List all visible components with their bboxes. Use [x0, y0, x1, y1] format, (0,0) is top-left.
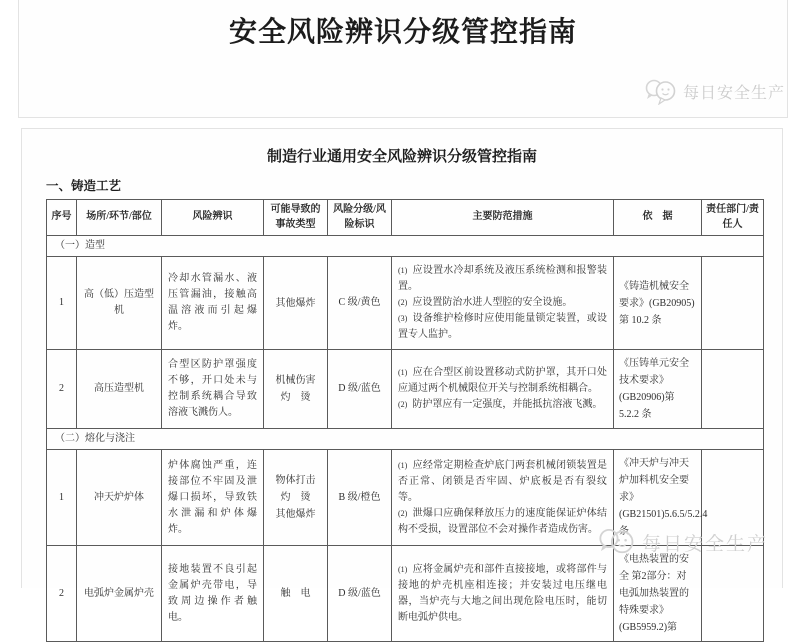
section-row — [47, 236, 764, 257]
measure-marker: (1) — [398, 564, 408, 574]
measure-line — [398, 263, 607, 295]
header-risk-level: 风险分级/风险标识 — [328, 200, 392, 236]
process-section-heading: 一、铸造工艺 — [46, 179, 122, 193]
cell-main-measures — [392, 546, 614, 642]
cell-responsible — [702, 350, 764, 429]
cell-risk-identification: 炉体腐蚀严重，连接部位不牢固及泄爆口损坏，导致铁水泄漏和炉体爆炸。 — [162, 450, 264, 546]
cell-responsible — [702, 546, 764, 642]
section-label: （一）造型 — [47, 236, 764, 257]
cell-risk-level: B 级/橙色 — [328, 450, 392, 546]
cell-serial-number: 1 — [47, 257, 77, 350]
cell-location: 电弧炉金属炉壳 — [77, 546, 162, 642]
measure-marker: (2) — [398, 298, 408, 307]
measure-text: 应在合型区前设置移动式防护罩，其开口处应通过两个机械限位开关与控制系统相耦合。 — [398, 367, 607, 394]
title-card — [18, 0, 788, 118]
measure-marker: (1) — [398, 368, 408, 377]
cell-accident-type — [264, 257, 328, 350]
risk-table-body — [47, 236, 764, 642]
cell-risk-level: C 级/黄色 — [328, 257, 392, 350]
table-row — [47, 450, 764, 546]
measure-text: 应经常定期检查炉底门两套机械闭锁装置是否正常、闭锁是否牢固、炉底板是否有裂纹等。 — [398, 459, 607, 503]
measure-text: 防护罩应有一定强度，并能抵抗溶液飞溅。 — [412, 399, 603, 410]
cell-responsible — [702, 257, 764, 350]
measure-line — [398, 365, 607, 397]
accident-type-line: 灼 烫 — [280, 392, 311, 403]
cell-risk-identification: 合型区防护罩强度不够，开口处未与控制系统耦合导致溶液飞溅伤人。 — [162, 350, 264, 429]
cell-serial-number: 2 — [47, 350, 77, 429]
section-label: （二）熔化与浇注 — [47, 429, 764, 450]
measure-marker: (2) — [398, 508, 408, 518]
watermark-bottom-text: 每日安全生产 — [642, 534, 769, 555]
measure-marker: (3) — [398, 314, 408, 323]
main-title: 安全风险辨识分级管控指南 — [228, 17, 577, 48]
measure-line — [398, 562, 607, 626]
cell-basis: 《铸造机械安全要求》(GB20905)第 10.2 条 — [614, 257, 702, 350]
header-risk-identification: 风险辨识 — [162, 200, 264, 236]
measure-text: 设备维护检修时应使用能量锁定装置，或设置专人监护。 — [398, 313, 607, 340]
cell-risk-level: D 级/蓝色 — [328, 546, 392, 642]
cell-main-measures — [392, 450, 614, 546]
cell-main-measures — [392, 350, 614, 429]
cell-accident-type — [264, 546, 328, 642]
accident-type-line: 机械伤害 — [275, 375, 316, 386]
measure-marker: (2) — [398, 400, 408, 409]
accident-type-line: 触 电 — [280, 588, 311, 599]
section-row — [47, 429, 764, 450]
measure-text: 应将金属炉壳和部件直接接地，或将部件与接地的炉壳机座相连接；并安装过电压继电器，当炉壳与大地之间出现危险电压时，能切断电弧炉供电。 — [398, 563, 607, 623]
table-row — [47, 257, 764, 350]
accident-type-line: 其他爆炸 — [275, 509, 316, 520]
cell-serial-number: 1 — [47, 450, 77, 546]
table-header-row — [47, 200, 764, 236]
cell-location: 冲天炉炉体 — [77, 450, 162, 546]
accident-type-line: 其他爆炸 — [275, 297, 316, 309]
watermark-top-text: 每日安全生产 — [682, 85, 785, 102]
cell-risk-identification: 冷却水管漏水、液压管漏油，接触高温溶液而引起爆炸。 — [162, 257, 264, 350]
accident-type-line: 灼 烫 — [280, 492, 311, 503]
measure-marker: (1) — [398, 460, 408, 470]
table-title: 制造行业通用安全风险辨识分级管控指南 — [266, 149, 537, 165]
risk-table — [46, 199, 764, 642]
measure-line — [398, 506, 607, 538]
cell-basis: 《压铸单元安全技术要求》(GB20906)第 5.2.2 条 — [614, 350, 702, 429]
cell-risk-level: D 级/蓝色 — [328, 350, 392, 429]
cell-basis: 《电热装置的安全 第2部分：对电弧加热装置的特殊要求》(GB5959.2)第 — [614, 546, 702, 642]
measure-line — [398, 397, 607, 413]
measure-line — [398, 311, 607, 343]
measure-marker: (1) — [398, 266, 408, 275]
cell-serial-number: 2 — [47, 546, 77, 642]
cell-location: 高（低）压造型机 — [77, 257, 162, 350]
measure-line — [398, 458, 607, 506]
cell-risk-identification: 接地装置不良引起金属炉壳带电，导致周边操作者触电。 — [162, 546, 264, 642]
header-serial-number: 序号 — [47, 200, 77, 236]
measure-text: 应设置防治水进人型腔的安全设施。 — [412, 297, 573, 308]
cell-accident-type — [264, 450, 328, 546]
header-location: 场所/环节/部位 — [77, 200, 162, 236]
header-basis: 依 据 — [614, 200, 702, 236]
cell-accident-type — [264, 350, 328, 429]
cell-location: 高压造型机 — [77, 350, 162, 429]
cell-main-measures — [392, 257, 614, 350]
cell-responsible — [702, 450, 764, 546]
table-card — [21, 128, 783, 633]
measure-text: 泄爆口应确保释放压力的速度能保证炉体结构不受损，设置部位不会对操作者造成伤害。 — [398, 507, 607, 535]
table-row — [47, 546, 764, 642]
table-row — [47, 350, 764, 429]
measure-text: 应设置水冷却系统及液压系统检测和报警装置。 — [398, 265, 607, 292]
cell-basis: 《冲天炉与冲天炉加料机安全要求》(GB21501)5.6.5/5.2.4 条 — [614, 450, 702, 546]
accident-type-line: 物体打击 — [275, 475, 316, 486]
header-main-measures: 主要防范措施 — [392, 200, 614, 236]
measure-line — [398, 295, 607, 311]
header-accident-type: 可能导致的事故类型 — [264, 200, 328, 236]
header-responsible: 责任部门/责任人 — [702, 200, 764, 236]
